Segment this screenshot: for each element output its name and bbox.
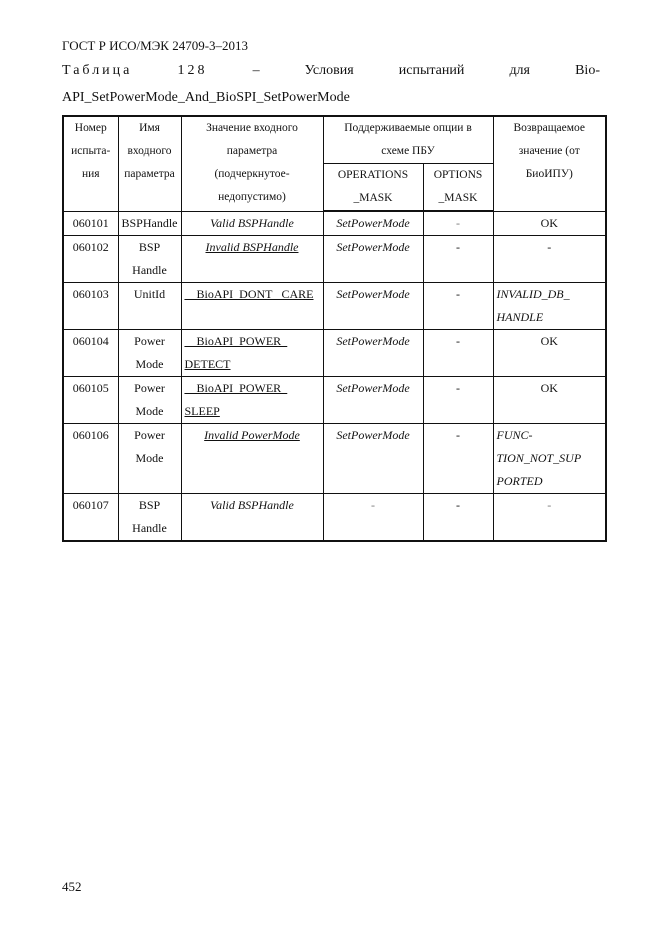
row-operations-mask: SetPowerMode bbox=[323, 330, 423, 377]
row-param-value: Valid BSPHandle bbox=[181, 494, 323, 542]
document-code: ГОСТ Р ИСО/МЭК 24709-3–2013 bbox=[62, 38, 249, 53]
row-return-value: - bbox=[493, 494, 606, 542]
row-test-id: 060103 bbox=[63, 283, 118, 330]
header-options-mask: OPTIONS _MASK bbox=[423, 164, 493, 212]
row-param-name: BSP Handle bbox=[118, 236, 181, 283]
caption-dash: – bbox=[252, 63, 260, 78]
row-param-value: Valid BSPHandle bbox=[181, 211, 323, 236]
header-return-value: Возвращаемое значение (от БиоИПУ) bbox=[493, 116, 606, 211]
table-row bbox=[63, 330, 606, 377]
row-return-value: FUNC- TION_NOT_SUP PORTED bbox=[493, 424, 606, 494]
row-return-value: OK bbox=[493, 377, 606, 424]
header-param-value: Значение входного параметра (подчеркнутое- недопустимо) bbox=[181, 116, 323, 211]
row-options-mask: - bbox=[423, 377, 493, 424]
table-row bbox=[63, 494, 606, 542]
row-param-value: Invalid BSPHandle bbox=[181, 236, 323, 283]
row-options-mask: - bbox=[423, 330, 493, 377]
caption-word: испытаний bbox=[398, 63, 465, 78]
row-operations-mask: - bbox=[323, 494, 423, 542]
row-return-value: OK bbox=[493, 330, 606, 377]
row-test-id: 060106 bbox=[63, 424, 118, 494]
table-row bbox=[63, 211, 606, 236]
row-return-value: OK bbox=[493, 211, 606, 236]
row-test-id: 060101 bbox=[63, 211, 118, 236]
test-conditions-table bbox=[62, 115, 607, 542]
row-options-mask: - bbox=[423, 283, 493, 330]
row-param-name: Power Mode bbox=[118, 330, 181, 377]
row-operations-mask: SetPowerMode bbox=[323, 211, 423, 236]
row-operations-mask: SetPowerMode bbox=[323, 424, 423, 494]
row-param-name: UnitId bbox=[118, 283, 181, 330]
table-row bbox=[63, 377, 606, 424]
table-row bbox=[63, 424, 606, 494]
row-test-id: 060107 bbox=[63, 494, 118, 542]
row-operations-mask: SetPowerMode bbox=[323, 377, 423, 424]
row-return-value: INVALID_DB_ HANDLE bbox=[493, 283, 606, 330]
row-param-name: BSPHandle bbox=[118, 211, 181, 236]
caption-word: для bbox=[509, 63, 530, 78]
table-row bbox=[63, 236, 606, 283]
row-param-value: __BioAPI_POWER_ SLEEP bbox=[181, 377, 323, 424]
row-param-name: BSP Handle bbox=[118, 494, 181, 542]
header-operations-mask: OPERATIONS _MASK bbox=[323, 164, 423, 212]
row-options-mask: - bbox=[423, 236, 493, 283]
table-caption bbox=[62, 63, 600, 79]
row-operations-mask: SetPowerMode bbox=[323, 283, 423, 330]
table-caption-function-name: API_SetPowerMode_And_BioSPI_SetPowerMode bbox=[62, 90, 350, 105]
row-param-name: Power Mode bbox=[118, 424, 181, 494]
table-row bbox=[63, 283, 606, 330]
row-test-id: 060105 bbox=[63, 377, 118, 424]
row-options-mask: - bbox=[423, 494, 493, 542]
row-test-id: 060104 bbox=[63, 330, 118, 377]
caption-word: Условия bbox=[304, 63, 354, 78]
header-test-number: Номер испыта- ния bbox=[63, 116, 118, 211]
row-return-value: - bbox=[493, 236, 606, 283]
caption-table-number: 128 bbox=[177, 63, 208, 78]
header-supported-options: Поддерживаемые опции в схеме ПБУ bbox=[323, 116, 493, 164]
row-test-id: 060102 bbox=[63, 236, 118, 283]
row-options-mask: - bbox=[423, 424, 493, 494]
row-operations-mask: SetPowerMode bbox=[323, 236, 423, 283]
row-param-value: __BioAPI_DONT_ CARE bbox=[181, 283, 323, 330]
row-options-mask: - bbox=[423, 211, 493, 236]
caption-word-table: Таблица bbox=[62, 63, 133, 78]
caption-word: Bio- bbox=[575, 63, 600, 78]
page-number: 452 bbox=[62, 879, 82, 894]
row-param-name: Power Mode bbox=[118, 377, 181, 424]
row-param-value: Invalid PowerMode bbox=[181, 424, 323, 494]
row-param-value: __BioAPI_POWER_ DETECT bbox=[181, 330, 323, 377]
header-param-name: Имя входного параметра bbox=[118, 116, 181, 211]
